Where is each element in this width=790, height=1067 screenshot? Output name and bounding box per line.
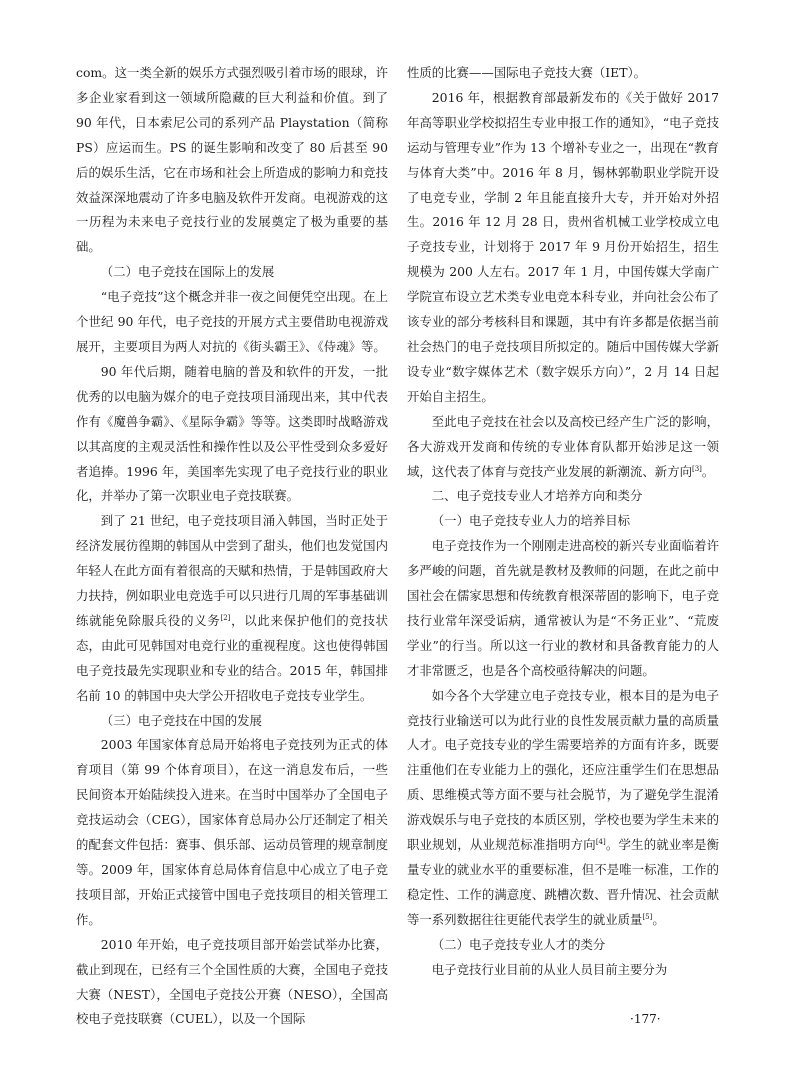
citation-ref: [5] bbox=[642, 912, 653, 921]
paragraph bbox=[407, 410, 719, 485]
paragraph: com。这一类全新的娱乐方式强烈吸引着市场的眼球，许多企业家看到这一领域所隐藏的巨大利益和价值。到了 90 年代，日本索尼公司的系列产品 Playstation（简称 PS）应运而生。PS 的诞生影响和改变了 80 后甚至 90 后的娱乐生活，它在市场和社会上所造成的影响力和竞技效益深深地震动了许多电脑及软件开发商。电视游戏的这一历程为未来电子竞技行业的发展奠定了极为重要的基础。 bbox=[76, 65, 388, 255]
citation-ref: [2] bbox=[220, 613, 231, 622]
paragraph-text: ，以此来保护他们的竞技状态，由此可见韩国对电竞行业的重视程度。这也使得韩国电子竞技最先实现职业和专业的结合。2015 年，韩国排名前 10 的韩国中央大学公开招收电子竞技专业学生。 bbox=[76, 612, 389, 703]
right-column bbox=[407, 61, 719, 983]
paragraph: 电子竞技作为一个刚刚走进高校的新兴专业面临着许多严峻的问题，首先就是教材及教师的问题，在此之前中国社会在儒家思想和传统教育根深蒂固的影响下，电子竞技行业常年深受诟病，通常被认为是“不务正业”、“荒废学业”的行当。所以这一行业的教材和具备教育能力的人才非常匮乏，也是各个高校亟待解决的问题。 bbox=[407, 538, 719, 678]
left-column bbox=[76, 61, 388, 1032]
paragraph: 电子竞技行业目前的从业人员目前主要分为 bbox=[431, 961, 668, 977]
page-number: ·177· bbox=[630, 1012, 661, 1026]
citation-ref: [3] bbox=[691, 464, 702, 473]
paragraph-text: 至此电子竞技在社会以及高校已经产生广泛的影响，各大游戏开发商和传统的专业体育队都开始涉足这一领域，这代表了体育与竞技产业发展的新潮流、新方向 bbox=[407, 413, 719, 479]
paragraph: 90 年代后期，随着电脑的普及和软件的开发，一批优秀的以电脑为媒介的电子竞技项目涌现出来，其中代表作有《魔兽争霸》、《星际争霸》等等。这类即时战略游戏以其高度的主观灵活性和操作性以及公平性受到众多爱好者追捧。1996 年，美国率先实现了电子竞技行业的职业化，并举办了第一次职业电子竞技联赛。 bbox=[76, 363, 388, 504]
subsection-heading-types: （二）电子竞技专业人才的类分 bbox=[431, 936, 606, 952]
paragraph: 2016 年，根据教育部最新发布的《关于做好 2017 年高等职业学校拟招生专业申报工作的通知》，“电子竞技运动与管理专业”作为 13 个增补专业之一，出现在“教育与体育大类”中。2016 年 8 月，锡林郭勒职业学院开设了电竞专业，学制 2 年且能直接升大专，并开始对外招生。2016 年 12 月 28 日，贵州省机械工业学校成立电子竞技专业，计划将于 2017 年 9 月份开始招生，招生规模为 200 人左右。2017 年 1 月，中国传媒大学南广学院宣布设立艺术类专业电竞本科专业，并向社会公布了该专业的部分考核科目和课题，其中有许多都是依据当前社会热门的电子竞技项目所拟定的。随后中国传媒大学新设专业“数字媒体艺术（数字娱乐方向）”，2 月 14 日起开始自主招生。 bbox=[407, 89, 719, 404]
paragraph: 2010 年开始，电子竞技项目部开始尝试举办比赛，截止到现在，已经有三个全国性质的大赛，全国电子竞技大赛（NEST），全国电子竞技公开赛（NESO），全国高校电子竞技联赛（CUEL），以及一个国际 bbox=[76, 936, 388, 1027]
paragraph: “电子竞技”这个概念并非一夜之间便凭空出现。在上个世纪 90 年代，电子竞技的开展方式主要借助电视游戏展开，主要项目为两人对抗的《街头霸王》、《侍魂》等。 bbox=[76, 289, 388, 354]
paragraph: 2003 年国家体育总局开始将电子竞技列为正式的体育项目（第 99 个体育项目），在这一消息发布后，一些民间资本开始陆续投入进来。在当时中国举办了全国电子竞技运动会（CEG），国家体育总局办公厅还制定了相关的配套文件包括：赛事、俱乐部、运动员管理的规章制度等。2009 年，国家体育总局体育信息中心成立了电子竞技项目部，开始正式接管中国电子竞技项目的相关管理工作。 bbox=[76, 737, 388, 927]
citation-ref: [4] bbox=[595, 837, 606, 846]
paragraph-text: 。 bbox=[701, 463, 715, 479]
paragraph bbox=[407, 684, 719, 933]
subsection-heading-goal: （一）电子竞技专业人力的培养目标 bbox=[431, 513, 631, 529]
paragraph: 性质的比赛——国际电子竞技大赛（IET）。 bbox=[407, 65, 647, 80]
paragraph bbox=[76, 509, 388, 708]
section-heading-china: （三）电子竞技在中国的发展 bbox=[100, 712, 262, 728]
paragraph-text: 。 bbox=[652, 911, 665, 927]
section-heading-international: （二）电子竞技在国际上的发展 bbox=[100, 264, 275, 280]
paragraph-text: 如今各个大学建立电子竞技专业，根本目的是为电子竞技行业输送可以为此行业的良性发展贡献力量的高质量人才。电子竞技专业的学生需要培养的方面有许多，既要注重他们在专业能力上的强化，还应注重学生们在思想品质、思维模式等方面不要与社会脱节，为了避免学生混淆游戏娱乐与电子竞技的本质区别，学校也要为学生未来的职业规划，从业规范标准指明方向 bbox=[407, 687, 719, 853]
section-heading-talent: 二、电子竞技专业人才培养方向和类分 bbox=[431, 488, 643, 504]
paragraph-text: 。学生的就业率是衡量专业的就业水平的重要标准，但不是唯一标准，工作的稳定性、工作的满意度、跳槽次数、晋升情况、社会贡献等一系列数据往往更能代表学生的就业质量 bbox=[407, 837, 720, 927]
paragraph-text: 到了 21 世纪，电子竞技项目涌入韩国，当时正处于经济发展彷徨期的韩国从中尝到了甜头，他们也发觉国内年轻人在此方面有着很高的天赋和热情，于是韩国政府大力扶持，例如职业电竞选手可以只进行几周的军事基础训练就能免除服兵役的义务 bbox=[76, 513, 388, 628]
